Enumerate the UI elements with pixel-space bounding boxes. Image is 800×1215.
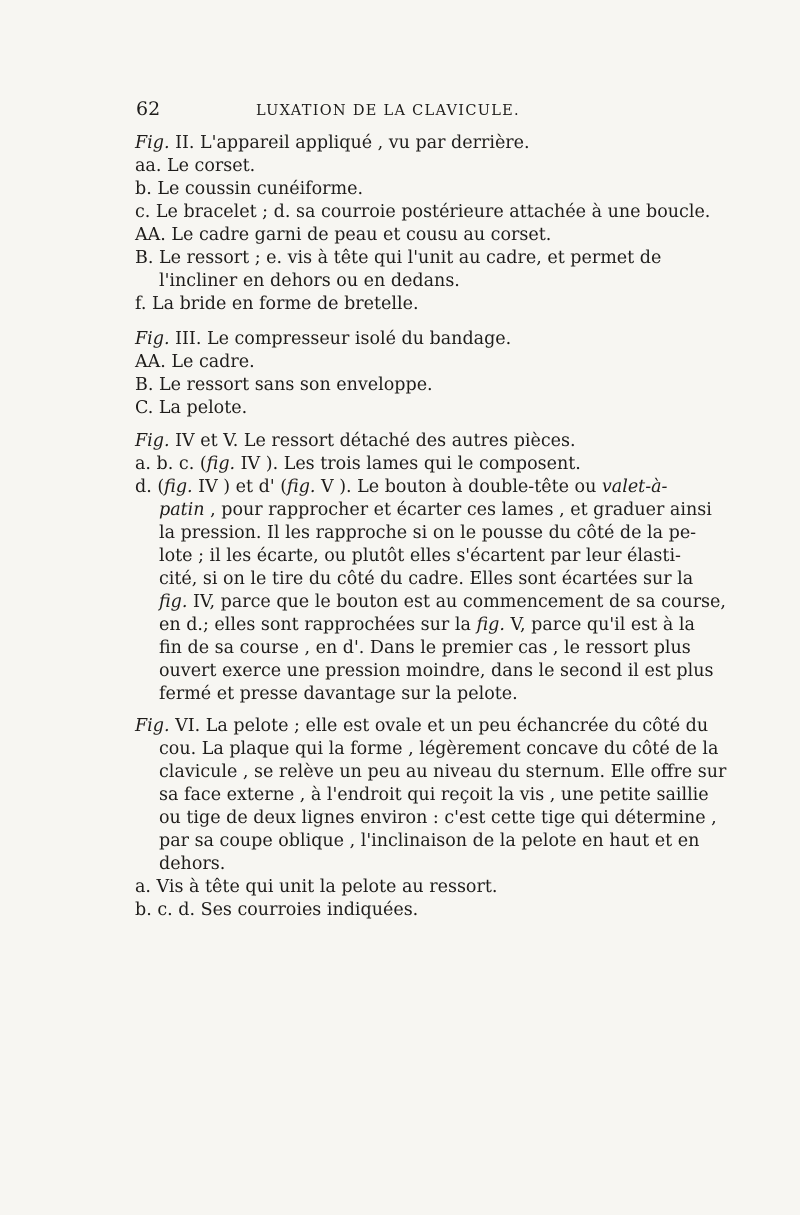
fig6-line: ou tige de deux lignes environ : c'est cette tige qui détermine , [159,808,717,828]
fig45-line-a: a. b. c. (fig. IV ). Les trois lames qui le composent. [135,454,581,474]
fig2-item: b. Le coussin cunéiforme. [135,179,364,199]
fig6-line: dehors. [159,854,226,874]
fig6-line: sa face externe , à l'endroit qui reçoit la vis , une petite saillie [159,785,709,805]
fig3-item: C. La pelote. [135,398,248,418]
fig2-item: f. La bride en forme de bretelle. [135,294,419,314]
fig45-line: fermé et presse davantage sur la pelote. [159,684,518,704]
fig6-line: par sa coupe oblique , l'inclinaison de la pelote en haut et en [159,831,700,851]
fig45-line: cité, si on le tire du côté du cadre. Elles sont écartées sur la [159,569,694,589]
fig2-item: c. Le bracelet ; d. sa courroie postérieure attachée à une boucle. [135,202,711,222]
fig6-item: a. Vis à tête qui unit la pelote au ressort. [135,877,498,897]
fig45-line-patin: patin , pour rapprocher et écarter ces lames , et graduer ainsi [159,500,712,520]
fig2-title: Fig. II. L'appareil appliqué , vu par derrière. [135,133,530,153]
fig45-title: Fig. IV et V. Le ressort détaché des autres pièces. [135,431,576,451]
page-number: 62 [136,98,161,120]
fig45-line-en-d: en d.; elles sont rapprochées sur la fig. V, parce qu'il est à la [159,615,695,635]
fig6-line: cou. La plaque qui la forme , légèrement concave du côté de la [159,739,719,759]
fig3-title: Fig. III. Le compresseur isolé du bandage. [135,329,512,349]
fig45-line-fig-iv: fig. IV, parce que le bouton est au commencement de sa course, [159,592,726,612]
fig6-title: Fig. VI. La pelote ; elle est ovale et un peu échancrée du côté du [135,716,709,736]
fig3-item: B. Le ressort sans son enveloppe. [135,375,433,395]
fig45-line-d: d. (fig. IV ) et d' (fig. V ). Le bouton à double-tête ou valet-à- [135,477,668,497]
fig45-line: la pression. Il les rapproche si on le pousse du côté de la pe- [159,523,697,543]
fig2-item: AA. Le cadre garni de peau et cousu au corset. [135,225,552,245]
fig2-item-cont: l'incliner en dehors ou en dedans. [159,271,460,291]
fig6-line: clavicule , se relève un peu au niveau du sternum. Elle offre sur [159,762,727,782]
fig3-item: AA. Le cadre. [135,352,255,372]
fig45-line: fin de sa course , en d'. Dans le premier cas , le ressort plus [159,638,691,658]
fig6-item: b. c. d. Ses courroies indiquées. [135,900,419,920]
running-title: LUXATION DE LA CLAVICULE. [256,103,520,119]
fig45-line: ouvert exerce une pression moindre, dans le second il est plus [159,661,714,681]
fig2-item: B. Le ressort ; e. vis à tête qui l'unit au cadre, et permet de [135,248,662,268]
fig2-item: aa. Le corset. [135,156,256,176]
fig45-line: lote ; il les écarte, ou plutôt elles s'écartent par leur élasti- [159,546,681,566]
